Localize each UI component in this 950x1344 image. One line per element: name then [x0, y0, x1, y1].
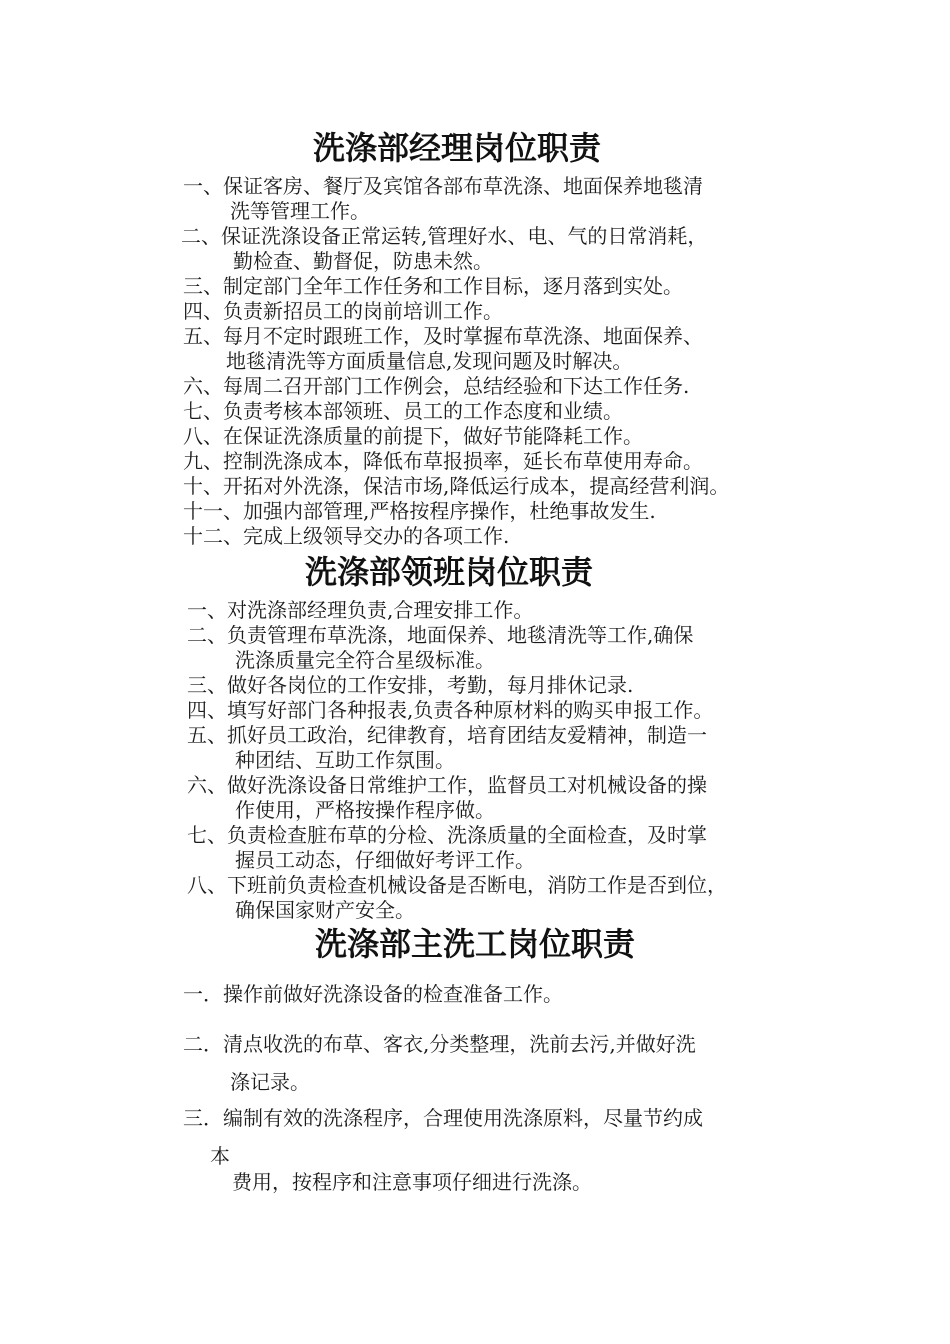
list-item-line: 六、每周二召开部门工作例会，总结经验和下达工作任务. [183, 374, 690, 398]
list-item-line: 四、填写好部门各种报表,负责各种原材料的购买申报工作。 [187, 698, 714, 722]
list-item-line: 地毯清洗等方面质量信息,发现问题及时解决。 [226, 349, 633, 373]
list-item-line: 十一、加强内部管理,严格按程序操作，杜绝事故发生. [183, 499, 656, 523]
list-item-line: 四、负责新招员工的岗前培训工作。 [183, 299, 503, 323]
list-item-line: 洗涤质量完全符合星级标准。 [235, 648, 495, 672]
list-item-line: 种团结、互助工作氛围。 [235, 748, 455, 772]
list-item-line: 勤检查、勤督促，防患未然。 [233, 249, 493, 273]
list-item-line: 五、抓好员工政治，纪律教育，培育团结友爱精神，制造一 [187, 723, 707, 747]
list-item-line: 六、做好洗涤设备日常维护工作，监督员工对机械设备的操 [187, 773, 707, 797]
list-item-line: 确保国家财产安全。 [235, 898, 415, 922]
list-item-line: 八、下班前负责检查机械设备是否断电，消防工作是否到位， [187, 873, 727, 897]
list-item-line: 二、保证洗涤设备正常运转,管理好水、电、气的日常消耗， [181, 224, 708, 248]
list-item-line: 费用，按程序和注意事项仔细进行洗涤。 [232, 1170, 592, 1194]
list-item-line: 一、对洗涤部经理负责,合理安排工作。 [187, 598, 534, 622]
list-item-line: 一．操作前做好洗涤设备的检查准备工作。 [183, 982, 563, 1006]
section-title-supervisor: 洗涤部领班岗位职责 [304, 553, 593, 591]
list-item-line: 握员工动态，仔细做好考评工作。 [235, 848, 535, 872]
list-item-line: 作使用，严格按操作程序做。 [235, 798, 495, 822]
list-item-line: 十二、完成上级领导交办的各项工作. [183, 524, 510, 548]
list-item-line: 涤记录。 [230, 1070, 310, 1094]
list-item-line: 七、负责考核本部领班、员工的工作态度和业绩。 [183, 399, 623, 423]
list-item-line: 本 [210, 1144, 230, 1168]
list-item-line: 三．编制有效的洗涤程序，合理使用洗涤原料，尽量节约成 [183, 1106, 703, 1130]
list-item-line: 五、每月不定时跟班工作，及时掌握布草洗涤、地面保养、 [183, 324, 703, 348]
list-item-line: 三、做好各岗位的工作安排，考勤，每月排休记录. [187, 673, 634, 697]
list-item-line: 二．清点收洗的布草、客衣,分类整理，洗前去污,并做好洗 [183, 1032, 696, 1056]
section-title-manager: 洗涤部经理岗位职责 [312, 129, 601, 167]
section-title-washer: 洗涤部主洗工岗位职责 [314, 925, 635, 963]
list-item-line: 洗等管理工作。 [230, 199, 370, 223]
list-item-line: 七、负责检查脏布草的分检、洗涤质量的全面检查，及时掌 [187, 823, 707, 847]
list-item-line: 三、制定部门全年工作任务和工作目标，逐月落到实处。 [183, 274, 683, 298]
list-item-line: 九、控制洗涤成本，降低布草报损率，延长布草使用寿命。 [183, 449, 703, 473]
list-item-line: 二、负责管理布草洗涤，地面保养、地毯清洗等工作,确保 [187, 623, 694, 647]
list-item-line: 一、保证客房、餐厅及宾馆各部布草洗涤、地面保养地毯清 [183, 174, 703, 198]
list-item-line: 十、开拓对外洗涤，保洁市场,降低运行成本，提高经营利润。 [183, 474, 730, 498]
list-item-line: 八、在保证洗涤质量的前提下，做好节能降耗工作。 [183, 424, 643, 448]
